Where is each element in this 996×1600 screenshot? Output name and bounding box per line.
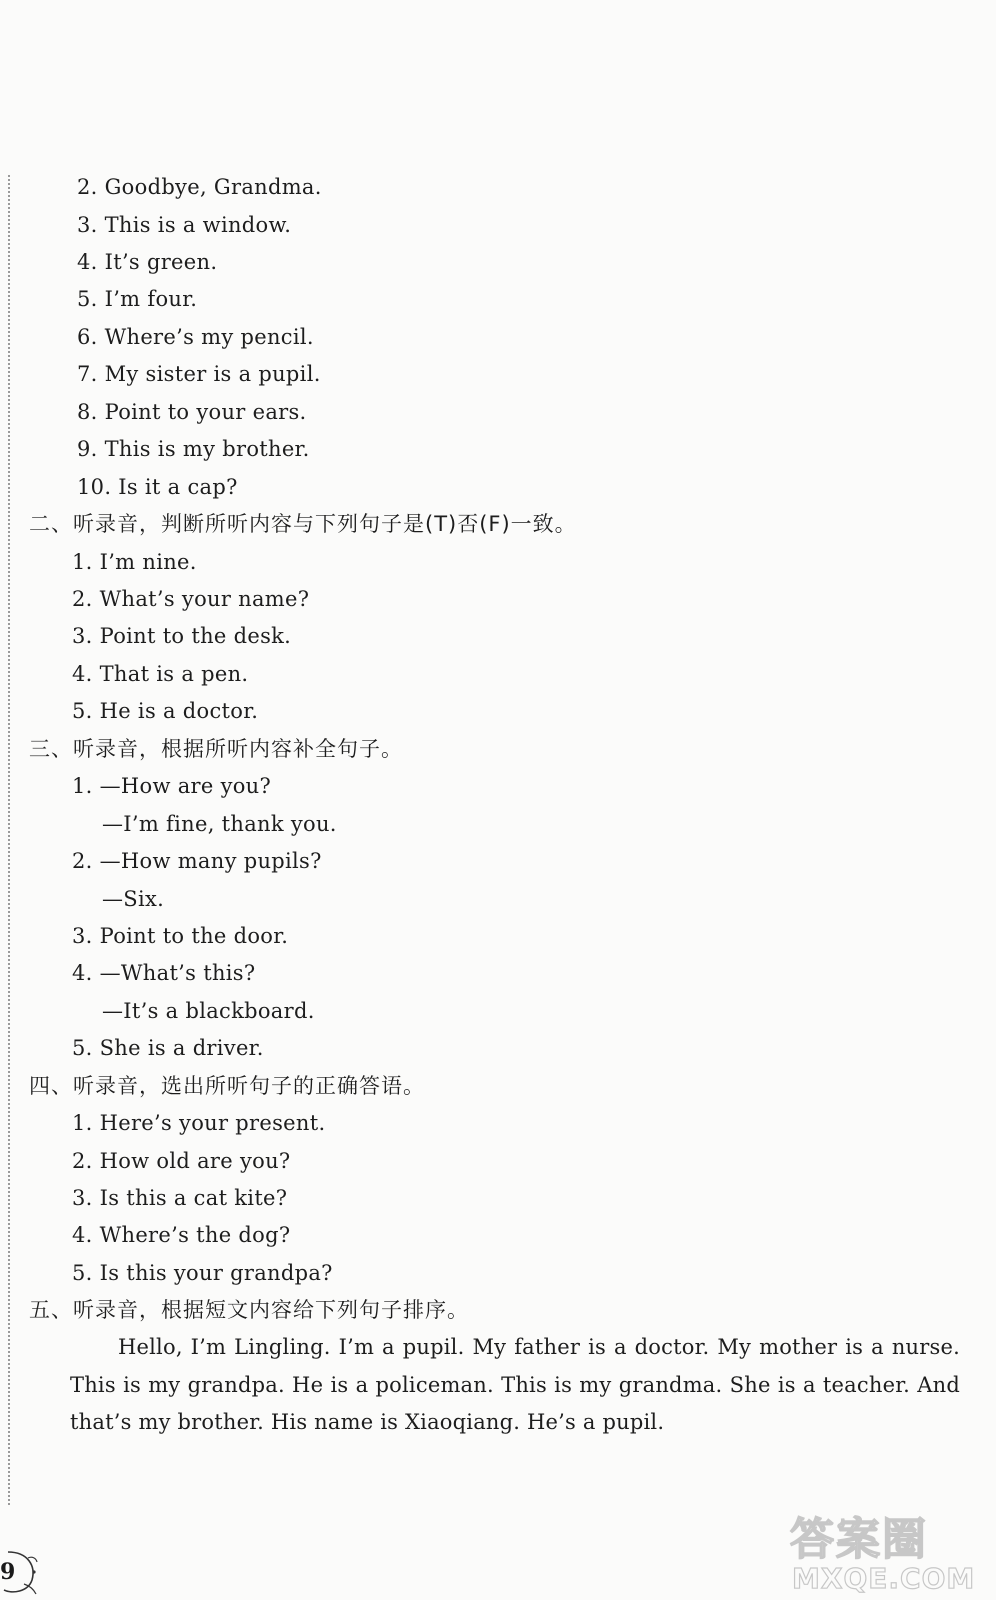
part2-item-4: 4. That is a pen.: [72, 662, 249, 686]
part5-passage: Hello, I’m Lingling. I’m a pupil. My father is a doctor. My mother is a nurse. This is my grandpa. He is a policeman. This is my grandma. She is a teacher. And that’s my brother. His name is Xiaoqiang. He’s a pupil.: [70, 1335, 960, 1434]
part3-line-1: 1. —How are you?: [72, 774, 272, 798]
part1-item-3: 3. This is a window.: [77, 213, 292, 237]
part1-item-8: 8. Point to your ears.: [77, 400, 307, 424]
part1-item-5: 5. I’m four.: [77, 287, 198, 311]
part3-line-7: —It’s a blackboard.: [102, 999, 315, 1023]
watermark-cn-text: 答案圈: [790, 1514, 928, 1565]
part3-line-3: 2. —How many pupils?: [72, 849, 322, 873]
part1-item-4: 4. It’s green.: [77, 250, 218, 274]
part2-heading: 二、听录音，判断所听内容与下列句子是(T)否(F)一致。: [29, 512, 577, 536]
part4-item-4: 4. Where’s the dog?: [72, 1223, 291, 1247]
part4-item-2: 2. How old are you?: [72, 1149, 291, 1173]
site-watermark: [790, 1516, 986, 1596]
part3-line-6: 4. —What’s this?: [72, 961, 256, 985]
part3-heading: 三、听录音，根据所听内容补全句子。: [29, 737, 403, 761]
part3-line-8: 5. She is a driver.: [72, 1036, 264, 1060]
part4-item-5: 5. Is this your grandpa?: [72, 1261, 333, 1285]
part2-item-2: 2. What’s your name?: [72, 587, 310, 611]
part4-item-3: 3. Is this a cat kite?: [72, 1186, 288, 1210]
part1-item-9: 9. This is my brother.: [77, 437, 310, 461]
part3-line-2: —I’m fine, thank you.: [102, 812, 337, 836]
part2-item-5: 5. He is a doctor.: [72, 699, 259, 723]
part3-line-4: —Six.: [102, 887, 165, 911]
part5-heading: 五、听录音，根据短文内容给下列句子排序。: [29, 1298, 469, 1322]
part1-item-10: 10. Is it a cap?: [77, 475, 238, 499]
part1-item-7: 7. My sister is a pupil.: [77, 362, 321, 386]
part4-heading: 四、听录音，选出所听句子的正确答语。: [29, 1074, 425, 1098]
part3-line-5: 3. Point to the door.: [72, 924, 289, 948]
part2-item-1: 1. I’m nine.: [72, 550, 197, 574]
part4-item-1: 1. Here’s your present.: [72, 1111, 326, 1135]
binding-margin-rule: [8, 175, 10, 1505]
part1-item-2: 2. Goodbye, Grandma.: [77, 175, 322, 199]
part2-item-3: 3. Point to the desk.: [72, 624, 292, 648]
part1-item-6: 6. Where’s my pencil.: [77, 325, 314, 349]
page-number: 9: [0, 1559, 16, 1585]
watermark-en-text: MXQE.COM: [792, 1562, 976, 1595]
